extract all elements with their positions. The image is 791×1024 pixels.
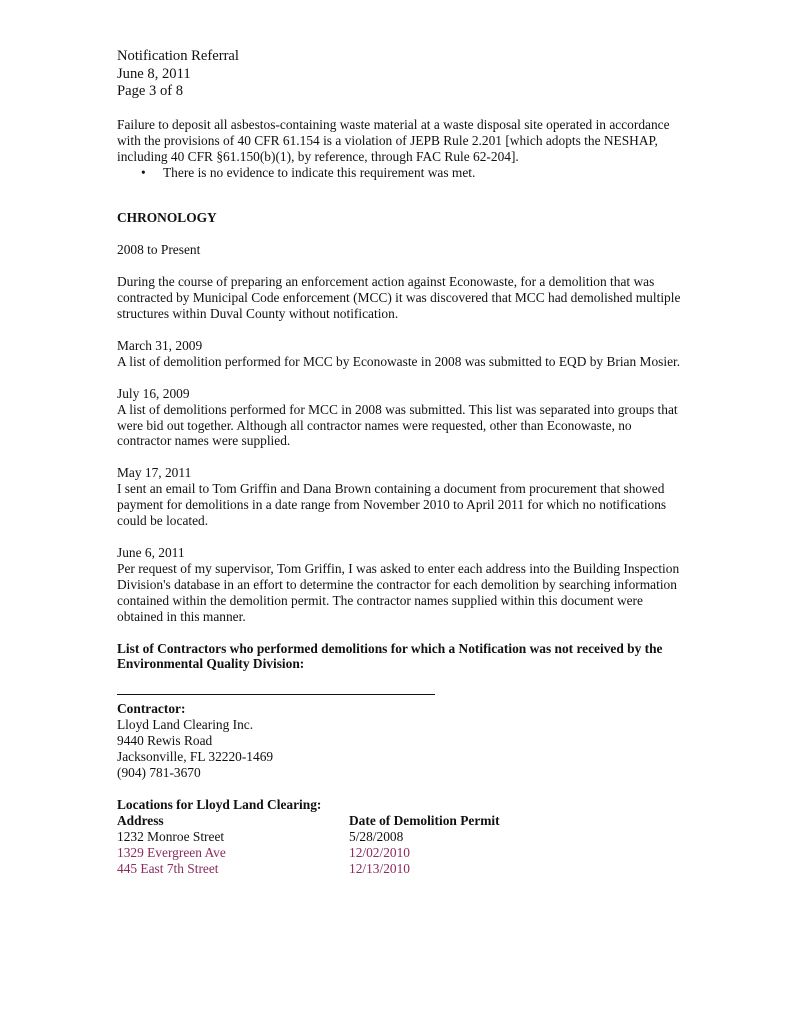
document-date: June 8, 2011 [117,65,191,82]
violation-bullets [117,165,682,181]
contractor-phone: (904) 781-3670 [117,764,201,780]
violation-paragraph: Failure to deposit all asbestos-containing waste material at a waste disposal site operated in accordance with the provisions of 40 CFR 61.154 is a violation of JEPB Rule 2.201 [which adopts the NESHAP, including 40 CFR §61.150(b)(1), by reference, through FAC Rule 62-204]. [117,116,670,164]
location-address: 1329 Evergreen Ave [117,844,226,860]
entry-text: A list of demolition performed for MCC by Econowaste in 2008 was submitted to EQD by Brian Mosier. [117,353,681,369]
contractor-street: 9440 Rewis Road [117,733,213,749]
table-header-row [117,813,547,829]
locations-table [117,813,547,877]
column-header-address: Address [117,812,164,828]
entry-date: June 6, 2011 [117,545,185,560]
location-date: 5/28/2008 [349,828,404,844]
chronology-period: 2008 to Present [117,242,201,258]
location-address: 1232 Monroe Street [117,828,225,844]
location-address: 445 East 7th Street [117,860,219,876]
divider-line [117,694,435,695]
location-date: 12/02/2010 [349,844,411,860]
location-date: 12/13/2010 [349,860,411,876]
contractor-name: Lloyd Land Clearing Inc. [117,717,254,733]
entry-date: May 17, 2011 [117,465,192,481]
entry-text: A list of demolitions performed for MCC in 2008 was submitted. This list was separated into groups that were bid out together. Although all contractor names were requested, other than Econowaste, no contractor names were supplied. [117,401,678,449]
entry-date: March 31, 2009 [117,337,203,353]
contractor-city: Jacksonville, FL 32220-1469 [117,749,274,765]
entry-text: I sent an email to Tom Griffin and Dana Brown containing a document from procurement that showed payment for demolitions in a date range from November 2010 to April 2011 for which no notifications could be located. [117,481,667,529]
entry-text: Per request of my supervisor, Tom Griffin, I was asked to enter each address into the Building Inspection Division's database in an effort to determine the contractor for each demolition by searching information contained within the demolition permit. The contractor names supplied within this document were obtained in this manner. [117,560,680,624]
column-header-date: Date of Demolition Permit [349,812,500,828]
entry-date: July 16, 2009 [117,385,190,401]
table-row [117,845,547,861]
table-row [117,861,547,877]
violation-bullet: • There is no evidence to indicate this requirement was met. [163,165,682,181]
chronology-intro: During the course of preparing an enforcement action against Econowaste, for a demolition that was contracted by Municipal Code enforcement (MCC) it was discovered that MCC had demolished multiple structures within Duval County without notification. [117,274,681,322]
page-number: Page 3 of 8 [117,83,184,100]
document-page [117,48,682,876]
contractors-heading: List of Contractors who performed demolitions for which a Notification was not received by the Environmental Quality Division: [117,640,663,672]
table-row [117,829,547,845]
chronology-heading: CHRONOLOGY [117,210,217,226]
contractor-label: Contractor: [117,701,186,717]
locations-heading: Locations for Lloyd Land Clearing: [117,796,322,812]
document-title: Notification Referral [117,48,239,64]
